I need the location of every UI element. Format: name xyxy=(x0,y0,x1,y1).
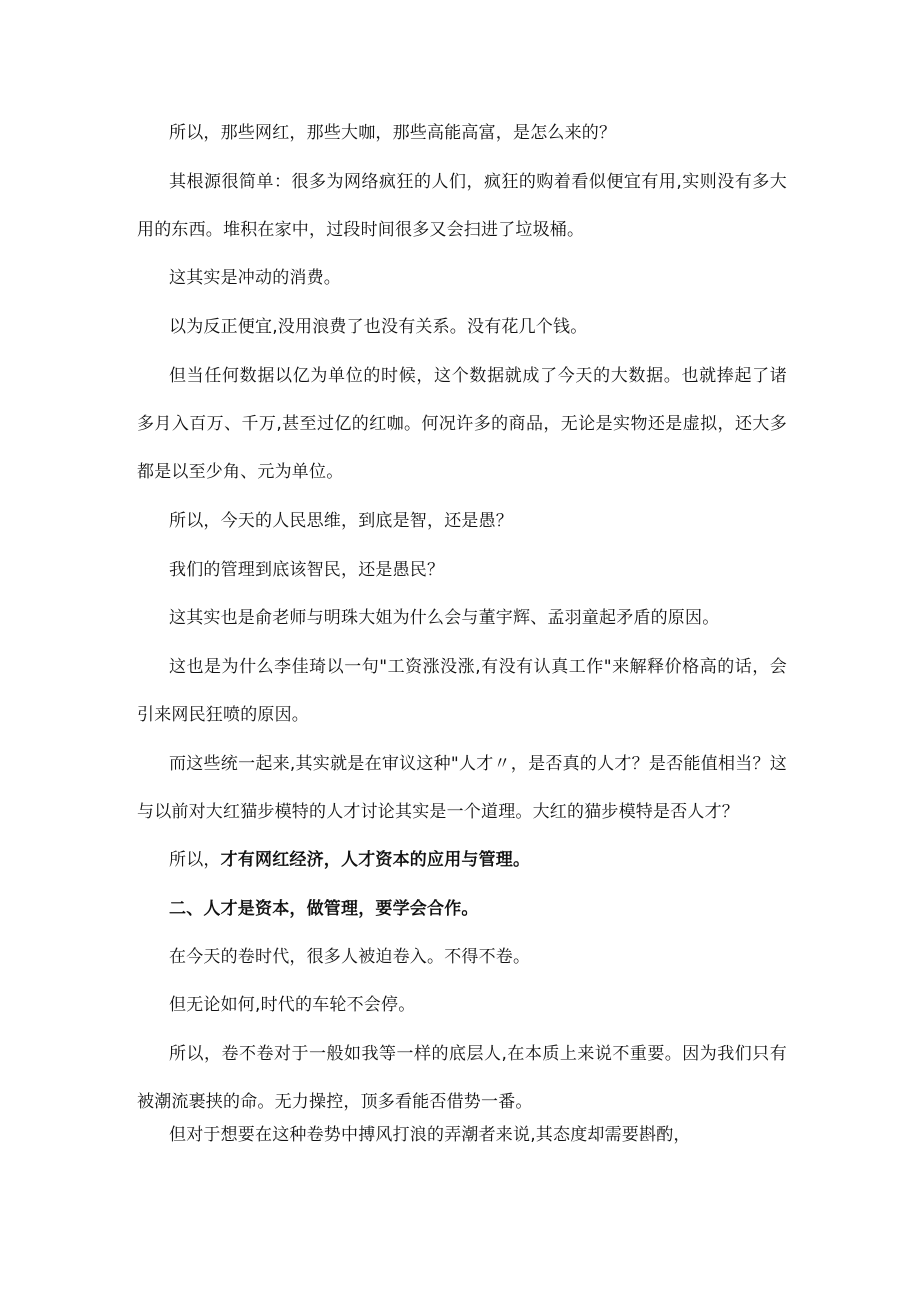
paragraph xyxy=(137,836,787,884)
paragraph-text: 所以，那些网红，那些大咖，那些高能高富，是怎么来的？ xyxy=(169,123,617,143)
paragraph-text: 所以， xyxy=(169,850,221,870)
paragraph xyxy=(137,546,787,594)
paragraph-text: 其根源很简单：很多为网络疯狂的人们，疯狂的购着看似便宜有用,实则没有多大用的东西。堆积在家中，过段时间很多又会扫进了垃圾桶。 xyxy=(137,172,787,240)
paragraph xyxy=(137,740,787,836)
section-heading-text: 二、人才是资本，做管理，要学会合作。 xyxy=(169,899,479,919)
paragraph xyxy=(137,981,787,1029)
paragraph-text: 我们的管理到底该智民，还是愚民？ xyxy=(169,560,445,580)
paragraph-text: 以为反正便宜,没用浪费了也没有关系。没有花几个钱。 xyxy=(169,317,588,337)
section-heading xyxy=(137,885,787,933)
paragraph xyxy=(137,643,787,739)
paragraph xyxy=(137,109,787,157)
paragraph-text: 但当任何数据以亿为单位的时候，这个数据就成了今天的大数据。也就捧起了诸多月入百万、千万,甚至过亿的红咖。何况许多的商品，无论是实物还是虚拟，还大多都是以至少角、元为单位。 xyxy=(137,366,787,482)
paragraph-text: 所以，卷不卷对于一般如我等一样的底层人,在本质上来说不重要。因为我们只有被潮流裹挟的命。无力操控，顶多看能否借势一番。 xyxy=(137,1044,787,1112)
paragraph xyxy=(137,594,787,642)
paragraph-text: 所以，今天的人民思维，到底是智，还是愚？ xyxy=(169,511,513,531)
paragraph xyxy=(137,497,787,545)
paragraph-text: 在今天的卷时代，很多人被迫卷入。不得不卷。 xyxy=(169,947,531,967)
paragraph xyxy=(137,303,787,351)
paragraph-text: 这也是为什么李佳琦以一句"工资涨没涨,有没有认真工作"来解释价格高的话，会引来网民狂喷的原因。 xyxy=(137,657,787,725)
paragraph xyxy=(137,1111,787,1159)
paragraph-text: 这其实是冲动的消费。 xyxy=(169,268,341,288)
paragraph-bold-text: 才有网红经济，人才资本的应用与管理。 xyxy=(220,850,531,870)
paragraph-text: 而这些统一起来,其实就是在审议这种"人才〃，是否真的人才？是否能值相当？这与以前对大红猫步模特的人才讨论其实是一个道理。大红的猫步模特是否人才？ xyxy=(137,754,787,822)
paragraph xyxy=(137,352,787,496)
paragraph xyxy=(137,158,787,254)
paragraph xyxy=(137,254,787,302)
paragraph-text: 这其实也是俞老师与明珠大姐为什么会与董宇辉、孟羽童起矛盾的原因。 xyxy=(169,608,720,628)
paragraph-text: 但无论如何,时代的车轮不会停。 xyxy=(169,995,416,1015)
paragraph-text: 但对于想要在这种卷势中搏风打浪的弄潮者来说,其态度却需要斟酌， xyxy=(169,1125,691,1145)
paragraph xyxy=(137,933,787,981)
